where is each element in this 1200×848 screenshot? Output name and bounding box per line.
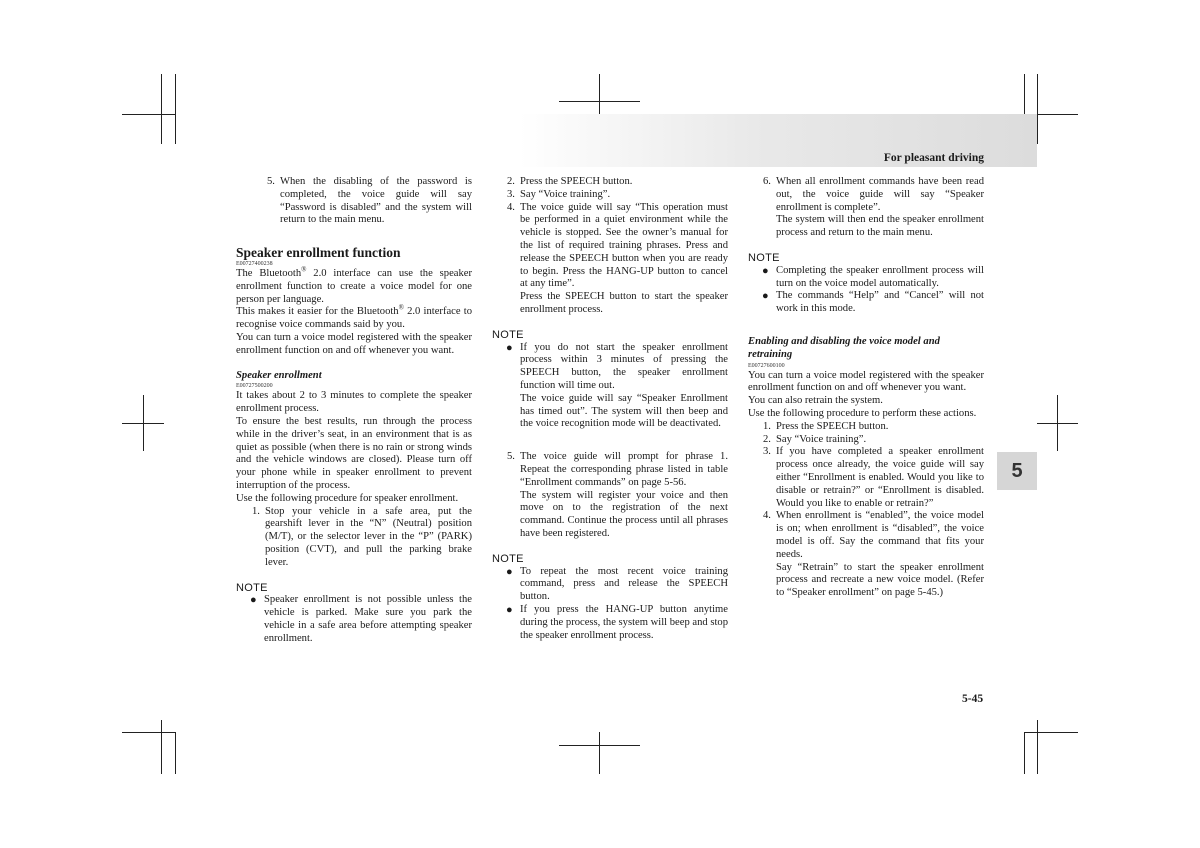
crop-mark (143, 395, 144, 451)
crop-mark (122, 114, 176, 115)
note-item (236, 594, 472, 645)
column-1 (236, 176, 472, 646)
crop-mark (1024, 732, 1025, 774)
crop-mark (175, 732, 176, 774)
page-number: 5-45 (962, 693, 984, 705)
paragraph: Use the following procedure to perform these actions. (748, 407, 977, 419)
note-item (492, 604, 728, 642)
reference-code: E00727600100 (748, 362, 785, 369)
paragraph: You can turn a voice model registered with the speaker enrollment function on and off whenever you want. (748, 369, 984, 394)
step-item (492, 451, 728, 541)
step-text: When the disabling of the password is completed, the voice guide will say “Password is disabled” and the system will return to the main menu. (280, 176, 472, 226)
step-number: 6. (763, 176, 771, 187)
note-text: To repeat the most recent voice training command, press and release the SPEECH button. (520, 565, 728, 603)
crop-mark (1037, 720, 1038, 774)
paragraph: Use the following procedure for speaker enrollment. (236, 492, 459, 504)
column-2 (492, 176, 728, 642)
note-item (748, 290, 984, 316)
step-item (492, 176, 728, 189)
section-heading: Speaker enrollment function (236, 245, 401, 261)
note-text: Speaker enrollment is not possible unless the vehicle is parked. Make sure you park the vehicle in a safe area before attempting speaker enrollment. (264, 594, 472, 644)
note-text: Completing the speaker enrollment process will turn on the voice model automatically. (776, 264, 984, 289)
step-item (748, 510, 984, 600)
crop-mark (1037, 74, 1038, 144)
crop-mark (175, 74, 176, 144)
step-item (748, 446, 984, 510)
paragraph: You can also retrain the system. (748, 395, 883, 407)
step-number: 1. (763, 420, 771, 432)
step-number: 5. (507, 451, 515, 463)
step-number: 2. (763, 433, 771, 445)
crop-mark (559, 745, 640, 746)
step-number: 1. (252, 505, 260, 517)
step-item (492, 189, 728, 202)
crop-mark (1057, 395, 1058, 451)
step-number: 2. (507, 176, 515, 187)
step-item (236, 176, 472, 227)
paragraph: The Bluetooth® 2.0 interface can use the speaker enrollment function to create a voice model for one person per language. (236, 265, 473, 305)
step-text: The voice guide will prompt for phrase 1. Repeat the corresponding phrase listed in table “Enrollment commands” on page 5-56. The system will register your voice and then move on to the registration of the next command. Continue the process until all phrases have been registered. (520, 451, 728, 539)
crop-mark (559, 101, 640, 102)
note-text: If you press the HANG-UP button anytime during the process, the system will beep and stop the speaker enrollment process. (520, 603, 729, 641)
step-item (492, 202, 728, 317)
bullet-icon: ● (506, 603, 513, 616)
paragraph: You can turn a voice model registered with the speaker enrollment function on and off whenever you want. (236, 331, 472, 356)
crop-mark (1024, 732, 1078, 733)
note-item (492, 342, 728, 432)
step-text: When enrollment is “enabled”, the voice model is on; when enrollment is “disabled”, the voice model is off. Say the command that fits your needs. Say “Retrain” to start the speaker enrollment process and recreate a new voice model. (Refer to “Speaker enrollment” on page 5-45.) (776, 510, 984, 599)
note-label: NOTE (748, 251, 780, 264)
paragraph: This makes it easier for the Bluetooth® 2.0 interface to recognise voice commands said by you. (236, 303, 472, 331)
step-text: The voice guide will say “This operation must be performed in a quiet environment while the vehicle is stopped. See the owner’s manual for the list of required training phrases. Press and release the SPEECH button when you are ready to begin. Press the HANG-UP button to cancel at any time”. Press the SPEECH button to start the speaker enrollment process. (520, 201, 728, 315)
note-text: The commands “Help” and “Cancel” will not work in this mode. (776, 290, 984, 315)
step-text: Say “Voice training”. (776, 433, 867, 445)
paragraph: It takes about 2 to 3 minutes to complete the speaker enrollment process. (236, 390, 472, 415)
note-item (748, 265, 984, 291)
crop-mark (122, 732, 176, 733)
column-3 (748, 176, 984, 600)
step-text: If you have completed a speaker enrollment process once already, the voice guide will say either “Enrollment is enabled. Would you like to disable or retrain?” or “Enrollment is disabled. Would you like to enable or retrain?” (776, 446, 984, 509)
bullet-icon: ● (762, 290, 769, 303)
step-number: 4. (763, 510, 771, 522)
step-text: When all enrollment commands have been read out, the voice guide will say “Speaker enrollment is complete”. The system will then end the speaker enrollment process and return to the main menu. (776, 176, 984, 239)
crop-mark (161, 720, 162, 774)
step-number: 3. (507, 188, 515, 200)
step-number: 4. (507, 201, 515, 213)
step-item (748, 176, 984, 240)
step-number: 5. (267, 176, 275, 187)
step-item (748, 421, 984, 434)
step-text: Stop your vehicle in a safe area, put the gearshift lever in the “N” (Neutral) position (M/T), or the selector lever in the “P” (PARK) position (CVT), and pull the parking brake lever. (265, 505, 472, 568)
reference-code: E00727500200 (236, 383, 273, 390)
step-number: 3. (763, 446, 771, 458)
bullet-icon: ● (506, 565, 513, 578)
crop-mark (599, 732, 600, 774)
reference-code: E00727400238 (236, 260, 273, 267)
subsection-heading: Enabling and disabling the voice model and retraining (748, 335, 940, 360)
bullet-icon: ● (762, 264, 769, 277)
chapter-tab: 5 (997, 452, 1037, 490)
note-label: NOTE (492, 552, 524, 565)
note-item (492, 566, 728, 604)
step-item (748, 434, 984, 447)
note-label: NOTE (236, 581, 268, 594)
paragraph: To ensure the best results, run through the process while in the driver’s seat, in an environment that is as quiet as possible (when there is no rain or strong winds and the vehicle windows are closed). Please turn off your phone while in speaker enrollment to prevent interruption of the process. (236, 415, 472, 491)
step-text: Press the SPEECH button. (520, 176, 633, 187)
step-text: Say “Voice training”. (520, 188, 611, 200)
step-item (236, 506, 472, 570)
step-text: Press the SPEECH button. (776, 420, 889, 432)
bullet-icon: ● (506, 341, 513, 354)
bullet-icon: ● (250, 594, 257, 607)
note-label: NOTE (492, 328, 524, 341)
note-text: If you do not start the speaker enrollment process within 3 minutes of pressing the SPEECH button, the speaker enrollment function will time out. The voice guide will say “Speaker Enrollment has timed out”. The system will then beep and the voice recognition mode will be deactivated. (520, 341, 728, 430)
crop-mark (161, 74, 162, 144)
section-title: For pleasant driving (883, 152, 984, 164)
subsection-heading: Speaker enrollment (236, 369, 322, 381)
